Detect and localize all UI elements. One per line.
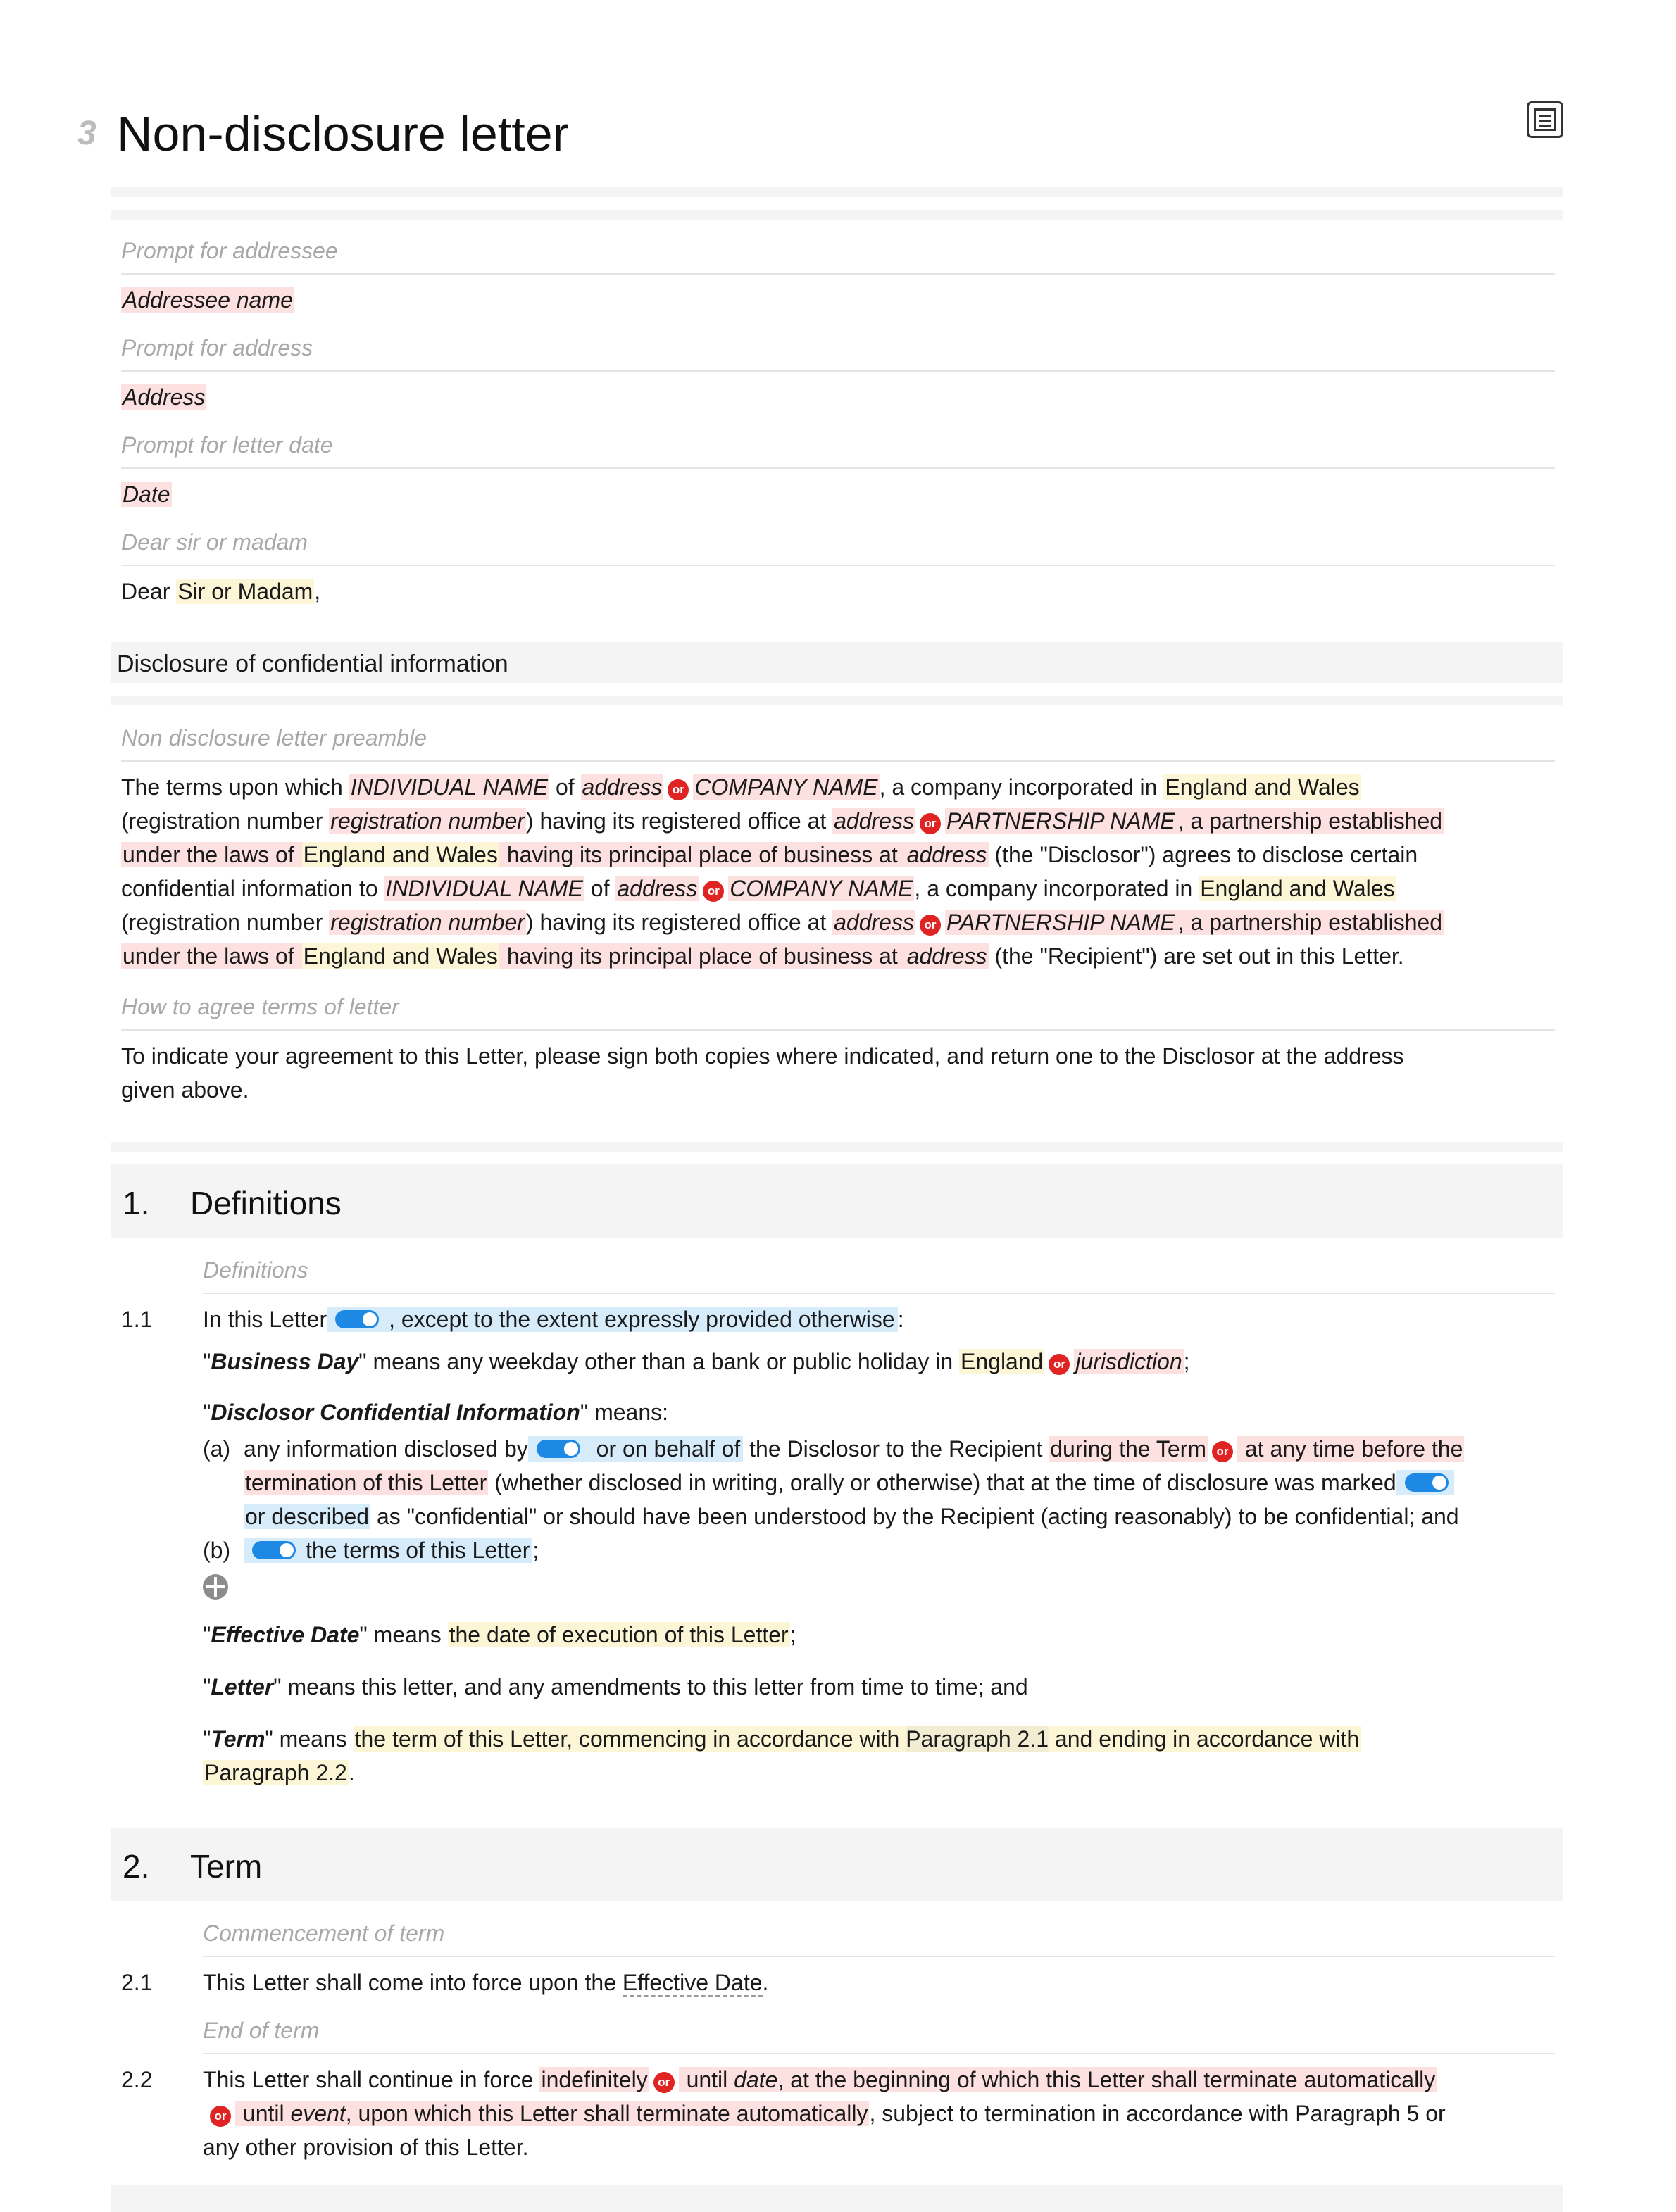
option-indefinitely[interactable]: indefinitely <box>541 2067 648 2092</box>
text: " means <box>359 1622 448 1647</box>
defined-term: Term <box>211 1726 265 1752</box>
rule <box>121 467 1555 469</box>
text: and ending in accordance with <box>1049 1726 1360 1752</box>
text: ; <box>1183 1349 1190 1374</box>
text: (the "Disclosor") agrees to disclose certain <box>988 842 1418 867</box>
preamble-line <box>121 872 1444 905</box>
registration-number-field[interactable]: registration number <box>330 808 525 834</box>
prompt-agree: How to agree terms of letter <box>121 994 399 1019</box>
partnership-clause[interactable]: , a partnership established <box>1177 910 1443 935</box>
registration-number-field[interactable]: registration number <box>330 910 525 935</box>
agree-paragraph <box>121 1039 1404 1107</box>
partnership-name-field[interactable]: PARTNERSHIP NAME <box>946 910 1175 935</box>
text: : <box>897 1307 904 1332</box>
prompt-address: Prompt for address <box>121 335 313 360</box>
title-prefix: 3 <box>77 115 96 152</box>
address-value: Address <box>123 384 206 410</box>
toggle-text[interactable]: or described <box>245 1504 370 1529</box>
address-field[interactable]: address <box>906 943 987 969</box>
toggle-switch-icon[interactable] <box>537 1440 580 1458</box>
disclosure-heading-bar <box>111 642 1563 683</box>
defined-term-link[interactable]: Effective Date <box>622 1970 763 1995</box>
clause-number: 2.1 <box>121 1970 153 1995</box>
definitions-heading-bar <box>111 1164 1563 1238</box>
option-before-termination[interactable]: at any time before the <box>1238 1436 1463 1462</box>
text: (whether disclosed in writing, orally or otherwise) that at the time of disclosure was marked <box>488 1470 1396 1495</box>
rule <box>203 2053 1555 2054</box>
def-term-line <box>203 1756 1361 1790</box>
preamble-line <box>121 770 1444 804</box>
term-heading-bar <box>111 1828 1563 1901</box>
text: The terms upon which <box>121 774 349 800</box>
addressee-name-field[interactable] <box>121 287 294 313</box>
or-option-icon[interactable]: or <box>703 881 724 902</box>
section-number: 2. <box>123 1848 150 1885</box>
company-name-field[interactable]: COMPANY NAME <box>694 774 878 800</box>
or-option-icon[interactable]: or <box>668 779 689 800</box>
partnership-clause[interactable]: , a partnership established <box>1177 808 1443 834</box>
defined-term: Effective Date <box>211 1622 360 1647</box>
partnership-name-field[interactable]: PARTNERSHIP NAME <box>946 808 1175 834</box>
salutation-name[interactable]: Sir or Madam <box>177 579 313 604</box>
or-option-icon[interactable]: or <box>920 915 941 936</box>
add-item-icon[interactable] <box>203 1574 228 1600</box>
rule <box>121 565 1555 566</box>
prompt-end-of-term: End of term <box>203 2018 320 2043</box>
agree-line: To indicate your agreement to this Letter, please sign both copies where indicated, and return one to the Disclosor at the address <box>121 1043 1404 1069</box>
item-label: (b) <box>203 1538 231 1563</box>
section-number: 1. <box>123 1185 150 1221</box>
partnership-clause[interactable]: having its principal place of business at <box>500 943 904 969</box>
section-divider <box>111 1142 1563 1152</box>
page-title: Non-disclosure letter <box>117 106 569 161</box>
toggle-switch-icon[interactable] <box>1405 1473 1449 1492</box>
address-field[interactable]: address <box>582 774 663 800</box>
def-term <box>203 1722 1361 1790</box>
text: In this Letter <box>203 1307 327 1332</box>
clause-number: 2.2 <box>121 2067 153 2092</box>
text: , subject to termination in accordance with Paragraph 5 or <box>869 2101 1446 2126</box>
rule <box>121 760 1555 762</box>
text: until <box>237 2101 291 2126</box>
company-name-field[interactable]: COMPANY NAME <box>730 876 913 901</box>
paragraph-reference[interactable]: Paragraph 2.2 <box>204 1760 347 1785</box>
jurisdiction-option[interactable]: England and Wales <box>303 842 498 867</box>
address-field[interactable]: address <box>834 910 914 935</box>
item-b-text <box>244 1538 539 1564</box>
text: of <box>549 774 581 800</box>
def-letter: "Letter" means this letter, and any amendments to this letter from time to time; and <box>203 1674 1028 1699</box>
item-label: (a) <box>203 1436 231 1462</box>
clause-2-2-line <box>203 2063 1446 2097</box>
addressee-name: Addressee name <box>123 287 293 313</box>
section-title: Definitions <box>190 1185 342 1221</box>
salutation-dear: Dear <box>121 579 170 604</box>
text: ; <box>789 1622 796 1647</box>
text: any information disclosed by <box>244 1436 528 1462</box>
text: This Letter shall come into force upon the <box>203 1970 623 1995</box>
individual-name-field[interactable]: INDIVIDUAL NAME <box>350 774 549 800</box>
text: " means: <box>580 1400 669 1425</box>
clause-1-1 <box>203 1307 904 1333</box>
address-field[interactable]: address <box>617 876 698 901</box>
clause-2-1 <box>203 1970 768 1996</box>
date-field[interactable] <box>121 482 172 508</box>
text: ; <box>532 1538 539 1563</box>
option-until-event[interactable] <box>235 2101 869 2126</box>
toggle-option[interactable] <box>327 1307 898 1332</box>
def-business-day: "Business Day" means any weekday other than a bank or public holiday in England or jurisdiction; <box>203 1349 1190 1374</box>
partnership-clause[interactable]: under the laws of <box>123 943 301 969</box>
or-option-icon[interactable]: or <box>653 2072 675 2093</box>
toggle-switch-icon[interactable] <box>335 1310 379 1328</box>
individual-name-field[interactable]: INDIVIDUAL NAME <box>385 876 583 901</box>
text: , a company incorporated in <box>914 876 1199 901</box>
salutation-comma: , <box>314 579 321 604</box>
clause-2-2 <box>203 2063 1446 2164</box>
address-field[interactable]: address <box>834 808 914 834</box>
or-option-icon[interactable]: or <box>1049 1354 1070 1375</box>
toggle-option[interactable] <box>244 1538 532 1563</box>
partnership-clause[interactable]: under the laws of <box>123 842 301 867</box>
defined-term: Business Day <box>211 1349 359 1374</box>
document-header <box>77 99 1563 169</box>
defined-term: Disclosor Confidential Information <box>211 1400 580 1425</box>
text: confidential information to <box>121 876 384 901</box>
jurisdiction-option[interactable]: England <box>961 1349 1044 1374</box>
toggle-switch-icon[interactable] <box>252 1541 296 1559</box>
jurisdiction-field[interactable]: jurisdiction <box>1075 1349 1182 1374</box>
section-title: Term <box>190 1848 263 1885</box>
item-a-text <box>244 1432 1464 1533</box>
section-divider <box>111 210 1563 220</box>
salutation <box>121 579 320 605</box>
preamble-line <box>121 939 1444 973</box>
next-section-bar <box>111 2185 1563 2212</box>
text: (registration number <box>121 910 330 935</box>
text: ) having its registered office at <box>525 808 833 834</box>
address-field[interactable] <box>121 384 206 410</box>
toggle-option[interactable] <box>528 1436 743 1462</box>
text: of <box>584 876 616 901</box>
prompt-addressee: Prompt for addressee <box>121 238 338 263</box>
term-definition-option[interactable] <box>354 1726 1361 1752</box>
text: (registration number <box>121 808 330 834</box>
text: ) having its registered office at <box>525 910 833 935</box>
document-list-icon[interactable] <box>1527 101 1563 138</box>
text: the term of this Letter, commencing in accordance with <box>354 1726 906 1752</box>
paragraph-reference[interactable]: Paragraph 2.1 <box>906 1726 1049 1752</box>
effective-date-option[interactable]: the date of execution of this Letter <box>449 1622 789 1647</box>
preamble-line <box>121 838 1444 872</box>
text: , upon which this Letter shall terminate automatically <box>345 2101 868 2126</box>
text: as "confidential" or should have been understood by the Recipient (acting reasonably) to be confidential; and <box>370 1504 1459 1529</box>
def-effective-date: "Effective Date" means the date of execution of this Letter; <box>203 1622 796 1647</box>
jurisdiction-option[interactable]: England and Wales <box>1200 876 1395 901</box>
event-field[interactable]: event <box>290 2101 346 2126</box>
text: , a company incorporated in <box>879 774 1164 800</box>
def-disclosor-confidential-info: "Disclosor Confidential Information" means: <box>203 1400 669 1425</box>
partnership-clause[interactable]: having its principal place of business at <box>500 842 904 867</box>
text: " means <box>265 1726 354 1752</box>
section-divider <box>111 696 1563 705</box>
prompt-preamble: Non disclosure letter preamble <box>121 725 427 750</box>
clause-2-2-line <box>203 2097 1446 2130</box>
toggle-text: , except to the extent expressly provided otherwise <box>389 1307 895 1332</box>
agree-line: given above. <box>121 1077 249 1102</box>
text: , at the beginning of which this Letter shall terminate automatically <box>777 2067 1436 2092</box>
date-value: Date <box>123 482 170 507</box>
preamble-line <box>121 905 1444 939</box>
rule <box>121 370 1555 372</box>
toggle-text: the terms of this Letter <box>306 1538 530 1563</box>
clause-number: 1.1 <box>121 1307 153 1332</box>
option-until-date[interactable] <box>679 2067 1437 2092</box>
date-field[interactable]: date <box>734 2067 778 2092</box>
defined-term: Letter <box>211 1674 274 1699</box>
text: " means this letter, and any amendments to this letter from time to time; and <box>273 1674 1028 1699</box>
text: until <box>680 2067 734 2092</box>
or-option-icon[interactable]: or <box>1212 1441 1233 1462</box>
text: . <box>348 1760 355 1785</box>
rule <box>121 273 1555 275</box>
preamble-line <box>121 804 1444 838</box>
toggle-option[interactable] <box>1396 1470 1454 1495</box>
rule <box>121 1029 1555 1031</box>
or-option-icon[interactable]: or <box>210 2106 231 2127</box>
option-before-termination[interactable]: termination of this Letter <box>245 1470 487 1495</box>
text: This Letter shall continue in force <box>203 2067 540 2092</box>
item-a-line <box>244 1466 1464 1500</box>
jurisdiction-option[interactable]: England and Wales <box>1165 774 1360 800</box>
prompt-definitions: Definitions <box>203 1257 308 1283</box>
clause-2-2-line: any other provision of this Letter. <box>203 2135 529 2160</box>
toggle-text: or on behalf of <box>589 1436 741 1462</box>
prompt-commencement: Commencement of term <box>203 1921 445 1946</box>
prompt-salutation: Dear sir or madam <box>121 529 308 555</box>
text: the Disclosor to the Recipient <box>743 1436 1049 1462</box>
or-option-icon[interactable]: or <box>920 813 941 834</box>
prompt-letter-date: Prompt for letter date <box>121 432 333 458</box>
text: . <box>762 1970 769 1995</box>
rule <box>203 1956 1555 1957</box>
jurisdiction-option[interactable]: England and Wales <box>303 943 498 969</box>
def-term-line: "Term" means the term of this Letter, commencing in accordance with Paragraph 2.1 and ending in accordance with <box>203 1726 1360 1752</box>
option-during-term[interactable]: during the Term <box>1050 1436 1206 1462</box>
item-a-line <box>244 1500 1464 1533</box>
preamble-paragraph <box>121 770 1444 973</box>
rule <box>203 1293 1555 1294</box>
text: " means any weekday other than a bank or public holiday in <box>358 1349 959 1374</box>
header-divider <box>111 187 1563 197</box>
address-field[interactable]: address <box>906 842 987 867</box>
item-a-line <box>244 1432 1464 1466</box>
text: (the "Recipient") are set out in this Letter. <box>988 943 1404 969</box>
disclosure-heading: Disclosure of confidential information <box>117 651 508 677</box>
